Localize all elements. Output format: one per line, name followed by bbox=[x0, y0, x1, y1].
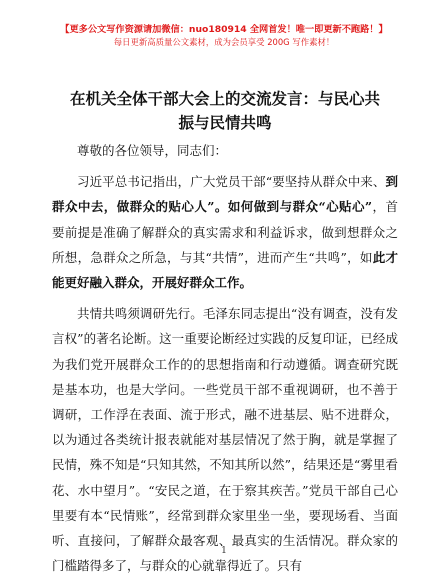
promo-banner-line-1: 【更多公文写作资源请加微信：nuo180914 全网首发！唯一即更新不跑路！】 bbox=[60, 24, 388, 35]
paragraph-1-bold-b: 此才能更好融入群众，开展好群众工作。 bbox=[52, 249, 398, 291]
paragraph-2: 共情共鸣须调研先行。毛泽东同志提出“没有调查，没有发言权”的著名论断。这一重要论断经过实践的反复印证，已经成为我们党开展群众工作的的思想指南和行动遵循。调查研究既是基本功，也是大学问。一些党员干部不重视调研，也不善于调研，工作浮在表面、流于形式，融不进基层、贴不进群众，以为通过各类统计报表就能对基层情况了然于胸，就是掌握了民情，殊不知是“只知其然，不知其所以然”，结果还是“雾里看花、水中望月”。“安民之道，在于察其疾苦。”党员干部自己心里要有本“民情账”，经常到群众家里坐一坐，要现场看、当面听、直接问，了解群众最客观、最真实的生活情况。群众家的门槛踏得多了，与群众的心就靠得近了。只有 bbox=[52, 306, 398, 574]
paragraph-1-text-b: ，首要前提是准确了解群众的真实需求和利益诉求，做到想群众之所想，急群众之所急，与其“共情”，进而产生“共鸣”，如 bbox=[52, 199, 398, 265]
paragraph-1-text-a: 习近平总书记指出，广大党员干部“要坚持从群众中来、 bbox=[77, 174, 386, 190]
document-title bbox=[50, 87, 400, 135]
title-line-1: 在机关全体干部大会上的交流发言：与民心共 bbox=[69, 90, 380, 108]
paragraph-1-bold-a: 到群众中去，做群众的贴心人”。如何做到与群众“心贴心” bbox=[52, 174, 398, 215]
page-number: 1 bbox=[221, 546, 227, 556]
promo-banner-line-2: 每日更新高质量公文素材，成为会员享受 200G 写作素材！ bbox=[113, 37, 335, 47]
paragraph-1 bbox=[52, 169, 398, 295]
salutation: 尊敬的各位领导，同志们： bbox=[77, 143, 228, 158]
title-line-2: 振与民情共鸣 bbox=[178, 114, 272, 132]
document-body bbox=[52, 138, 398, 578]
